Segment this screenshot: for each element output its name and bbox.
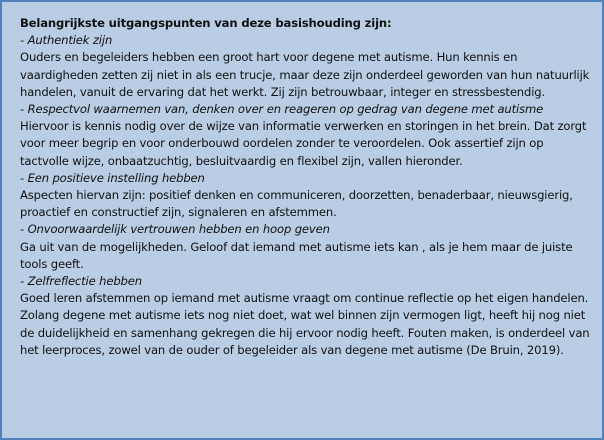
box-heading: Belangrijkste uitgangspunten van deze basishouding zijn: [20, 16, 392, 30]
section-body-zelfreflectie: Goed leren afstemmen op iemand met autisme vraagt om continue reflectie op het eigen handelen. Zolang degene met autisme iets nog niet doet, wat wel binnen zijn vermogen ligt, heeft hij nog niet de duidelijkheid en samenhang gekregen die hij ervoor nodig heeft. Fouten maken, is onderdeel van het leerproces, zowel van de ouder of begeleider als van degene met autisme (De Bruin, 2019). [20, 291, 590, 357]
section-title-zelfreflectie: - Zelfreflectie hebben [20, 274, 142, 289]
section-body-positieve-instelling: Aspecten hiervan zijn: positief denken en communiceren, doorzetten, benaderbaar, nieuwsgierig, proactief en constructief zijn, signaleren en afstemmen. [20, 188, 573, 220]
section-title-vertrouwen: - Onvoorwaardelijk vertrouwen hebben en hoop geven [20, 222, 330, 237]
section-body-vertrouwen: Ga uit van de mogelijkheden. Geloof dat iemand met autisme iets kan , als je hem maar de juiste tools geeft. [20, 239, 573, 271]
section-title-authentiek: - Authentiek zijn [20, 33, 113, 48]
section-body-respectvol: Hiervoor is kennis nodig over de wijze van informatie verwerken en storingen in het brein. Dat zorgt voor meer begrip en voor onderbouwd oordelen zonder te veroordelen. Ook assertief zijn op tactvolle wijze, onbaatzuchtig, besluitvaardig en flexibel zijn, vallen hieronder. [20, 119, 587, 168]
section-title-positieve-instelling: - Een positieve instelling hebben [20, 170, 205, 185]
section-body-authentiek: Ouders en begeleiders hebben een groot hart voor degene met autisme. Hun kennis en vaardigheden zetten zij niet in als een trucje, maar deze zijn onderdeel geworden van hun natuurlijk handelen, vanuit de ervaring dat het werkt. Zij zijn betrouwbaar, integer en stressbestendig. [20, 50, 590, 99]
section-title-respectvol: - Respectvol waarnemen van, denken over en reageren op gedrag van degene met autisme [20, 102, 544, 117]
